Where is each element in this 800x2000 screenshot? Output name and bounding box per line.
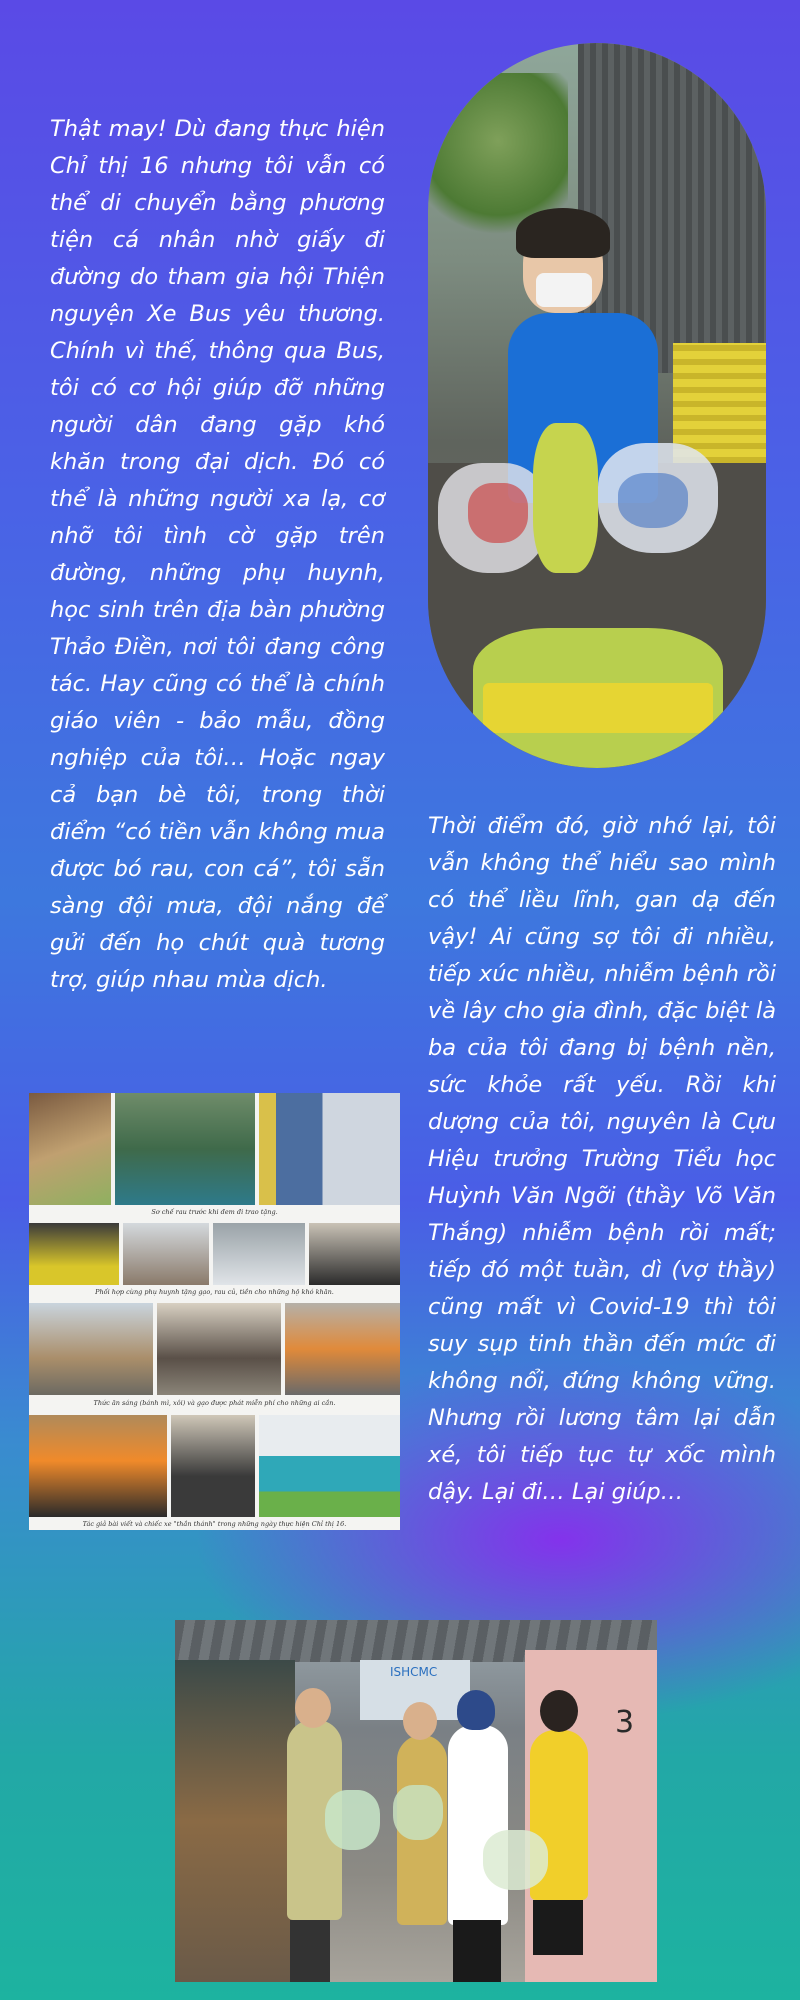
collage-photo <box>213 1223 305 1285</box>
collage-photo <box>115 1093 255 1205</box>
collage-caption: Tác giả bài viết và chiếc xe "thần thánh" trong những ngày thực hiện Chỉ thị 16. <box>82 1520 347 1528</box>
collage-photo <box>259 1093 400 1205</box>
collage-photo <box>29 1415 167 1517</box>
photo-woman-with-gift-bags <box>428 43 766 768</box>
collage-caption: Sơ chế rau trước khi đem đi trao tặng. <box>151 1208 278 1216</box>
collage-photo <box>29 1303 153 1395</box>
building-sign: ISHCMC <box>390 1665 438 1679</box>
collage-photo <box>259 1415 400 1517</box>
collage-caption: Thức ăn sáng (bánh mì, xôi) và gạo được phát miễn phí cho những ai cần. <box>93 1399 336 1407</box>
story-paragraph-2: Thời điểm đó, giờ nhớ lại, tôi vẫn không thể hiểu sao mình có thể liều lĩnh, gan dạ đến vậy! Ai cũng sợ tôi đi nhiều, tiếp xúc nhiều, nhiễm bệnh rồi về lây cho gia đình, đặc biệt là ba của tôi đang bị bệnh nền, sức khỏe rất yếu. Rồi khi dượng của tôi, nguyên là Cựu Hiệu trưởng Trường Tiểu học Huỳnh Văn Ngỡi (thầy Võ Văn Thắng) nhiễm bệnh rồi mất; tiếp đó một tuần, dì (vợ thầy) cũng mất vì Covid-19 thì tôi suy sụp tinh thần đến mức đi không nổi, đứng không vững. Nhưng rồi lương tâm lại dẫn xé, tôi tiếp tục tự xốc mình dậy. Lại đi… Lại giúp… <box>428 813 776 1505</box>
collage-caption: Phối hợp cùng phụ huynh tặng gạo, rau củ, tiền cho những hộ khó khăn. <box>95 1288 334 1296</box>
collage-photo <box>171 1415 255 1517</box>
door-number: 3 <box>615 1705 635 1740</box>
photo-collage <box>29 1093 400 1530</box>
photo-volunteers-with-bags <box>175 1620 657 1982</box>
story-paragraph-1: Thật may! Dù đang thực hiện Chỉ thị 16 nhưng tôi vẫn có thể di chuyển bằng phương tiện cá nhân nhờ giấy đi đường do tham gia hội Thiện nguyện Xe Bus yêu thương. Chính vì thế, thông qua Bus, tôi có cơ hội giúp đỡ những người dân đang gặp khó khăn trong đại dịch. Đó có thể là những người xa lạ, cơ nhỡ tôi tình cờ gặp trên đường, những phụ huynh, học sinh trên địa bàn phường Thảo Điền, nơi tôi đang công tác. Hay cũng có thể là chính giáo viên - bảo mẫu, đồng nghiệp của tôi… Hoặc ngay cả bạn bè tôi, trong thời điểm “có tiền vẫn không mua được bó rau, con cá”, tôi sẵn sàng đội mưa, đội nắng để gửi đến họ chút quà tương trợ, giúp nhau mùa dịch. <box>50 116 385 993</box>
collage-photo <box>309 1223 400 1285</box>
collage-photo <box>157 1303 281 1395</box>
collage-photo <box>29 1093 111 1205</box>
collage-photo <box>285 1303 400 1395</box>
collage-photo <box>123 1223 209 1285</box>
collage-photo <box>29 1223 119 1285</box>
